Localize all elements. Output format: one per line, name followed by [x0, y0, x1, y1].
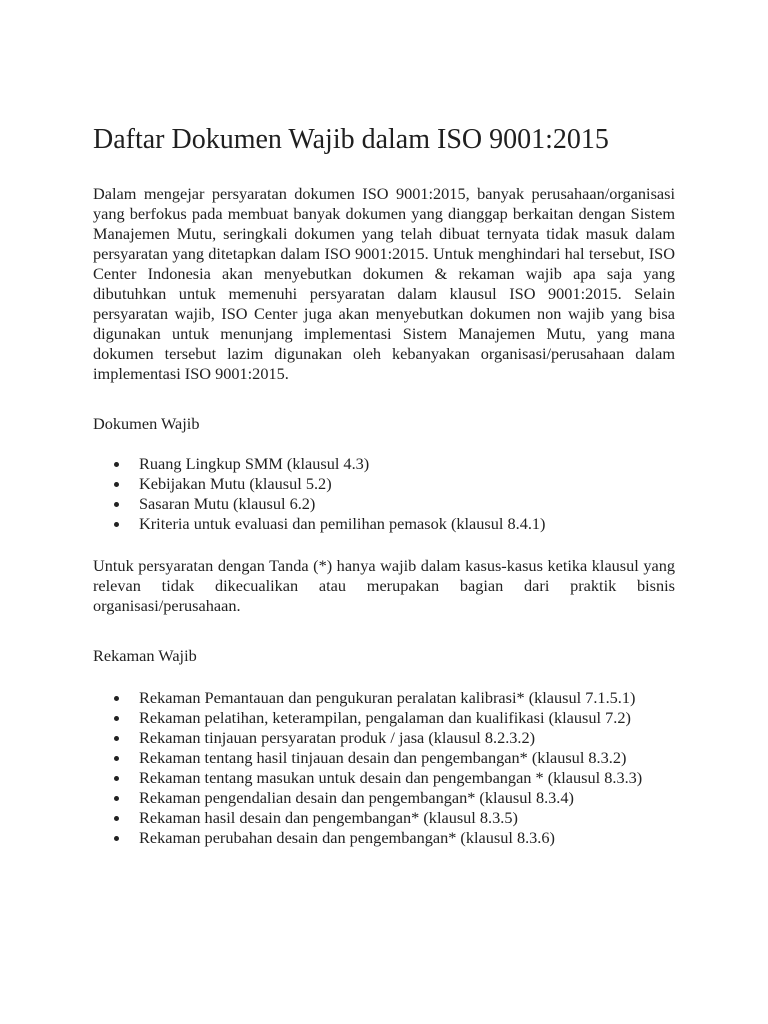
list-item: [93, 708, 675, 728]
document-page: [93, 118, 675, 848]
bullet-icon: [114, 816, 119, 821]
list-item-text: Rekaman perubahan desain dan pengembangan* (klausul 8.3.6): [139, 828, 555, 847]
list-item: [93, 494, 675, 514]
list-item: [93, 688, 675, 708]
list-item-text: Rekaman tinjauan persyaratan produk / jasa (klausul 8.2.3.2): [139, 728, 536, 747]
bullet-icon: [114, 716, 119, 721]
list-item-text: Kebijakan Mutu (klausul 5.2): [139, 474, 332, 493]
bullet-icon: [114, 756, 119, 761]
list-item: [93, 828, 675, 848]
bullet-icon: [114, 836, 119, 841]
document-title: Daftar Dokumen Wajib dalam ISO 9001:2015: [93, 124, 609, 155]
list-item: [93, 768, 675, 788]
list-item-text: Rekaman tentang hasil tinjauan desain dan pengembangan* (klausul 8.3.2): [139, 748, 627, 767]
list-item-text: Rekaman hasil desain dan pengembangan* (klausul 8.3.5): [139, 808, 518, 827]
bullet-icon: [114, 522, 119, 527]
list-item: [93, 808, 675, 828]
list-item: [93, 454, 675, 474]
list-item-text: Rekaman Pemantauan dan pengukuran peralatan kalibrasi* (klausul 7.1.5.1): [139, 688, 636, 707]
list-item-text: Rekaman pelatihan, keterampilan, pengalaman dan kualifikasi (klausul 7.2): [139, 708, 631, 727]
list-item-text: Sasaran Mutu (klausul 6.2): [139, 494, 316, 513]
dokumen-wajib-list: [93, 454, 675, 534]
dokumen-wajib-heading: Dokumen Wajib: [93, 414, 200, 433]
list-item: [93, 474, 675, 494]
list-item-text: Ruang Lingkup SMM (klausul 4.3): [139, 454, 370, 473]
list-item: [93, 728, 675, 748]
intro-paragraph: Dalam mengejar persyaratan dokumen ISO 9001:2015, banyak perusahaan/organisasi yang berfokus pada membuat banyak dokumen yang dianggap berkaitan dengan Sistem Manajemen Mutu, seringkali dokumen yang telah dibuat ternyata tidak masuk dalam persyaratan yang ditetapkan dalam ISO 9001:2015. Untuk menghindari hal tersebut, ISO Center Indonesia akan menyebutkan dokumen & rekaman wajib apa saja yang dibutuhkan untuk memenuhi persyaratan dalam klausul ISO 9001:2015. Selain persyaratan wajib, ISO Center juga akan menyebutkan dokumen non wajib yang bisa digunakan untuk menunjang implementasi Sistem Manajemen Mutu, yang mana dokumen tersebut lazim digunakan oleh kebanyakan organisasi/perusahaan dalam implementasi ISO 9001:2015.: [93, 184, 675, 383]
asterisk-note-paragraph: Untuk persyaratan dengan Tanda (*) hanya wajib dalam kasus-kasus ketika klausul yang relevan tidak dikecualikan atau merupakan bagian dari praktik bisnis organisasi/perusahaan.: [93, 556, 675, 615]
bullet-icon: [114, 776, 119, 781]
bullet-icon: [114, 502, 119, 507]
list-item-text: Rekaman pengendalian desain dan pengembangan* (klausul 8.3.4): [139, 788, 574, 807]
bullet-icon: [114, 736, 119, 741]
list-item: [93, 748, 675, 768]
list-item-text: Kriteria untuk evaluasi dan pemilihan pemasok (klausul 8.4.1): [139, 514, 546, 533]
list-item: [93, 788, 675, 808]
bullet-icon: [114, 696, 119, 701]
list-item: [93, 514, 675, 534]
rekaman-wajib-list: [93, 688, 675, 848]
rekaman-wajib-heading: Rekaman Wajib: [93, 646, 197, 665]
bullet-icon: [114, 462, 119, 467]
bullet-icon: [114, 796, 119, 801]
bullet-icon: [114, 482, 119, 487]
list-item-text: Rekaman tentang masukan untuk desain dan pengembangan * (klausul 8.3.3): [139, 768, 643, 787]
